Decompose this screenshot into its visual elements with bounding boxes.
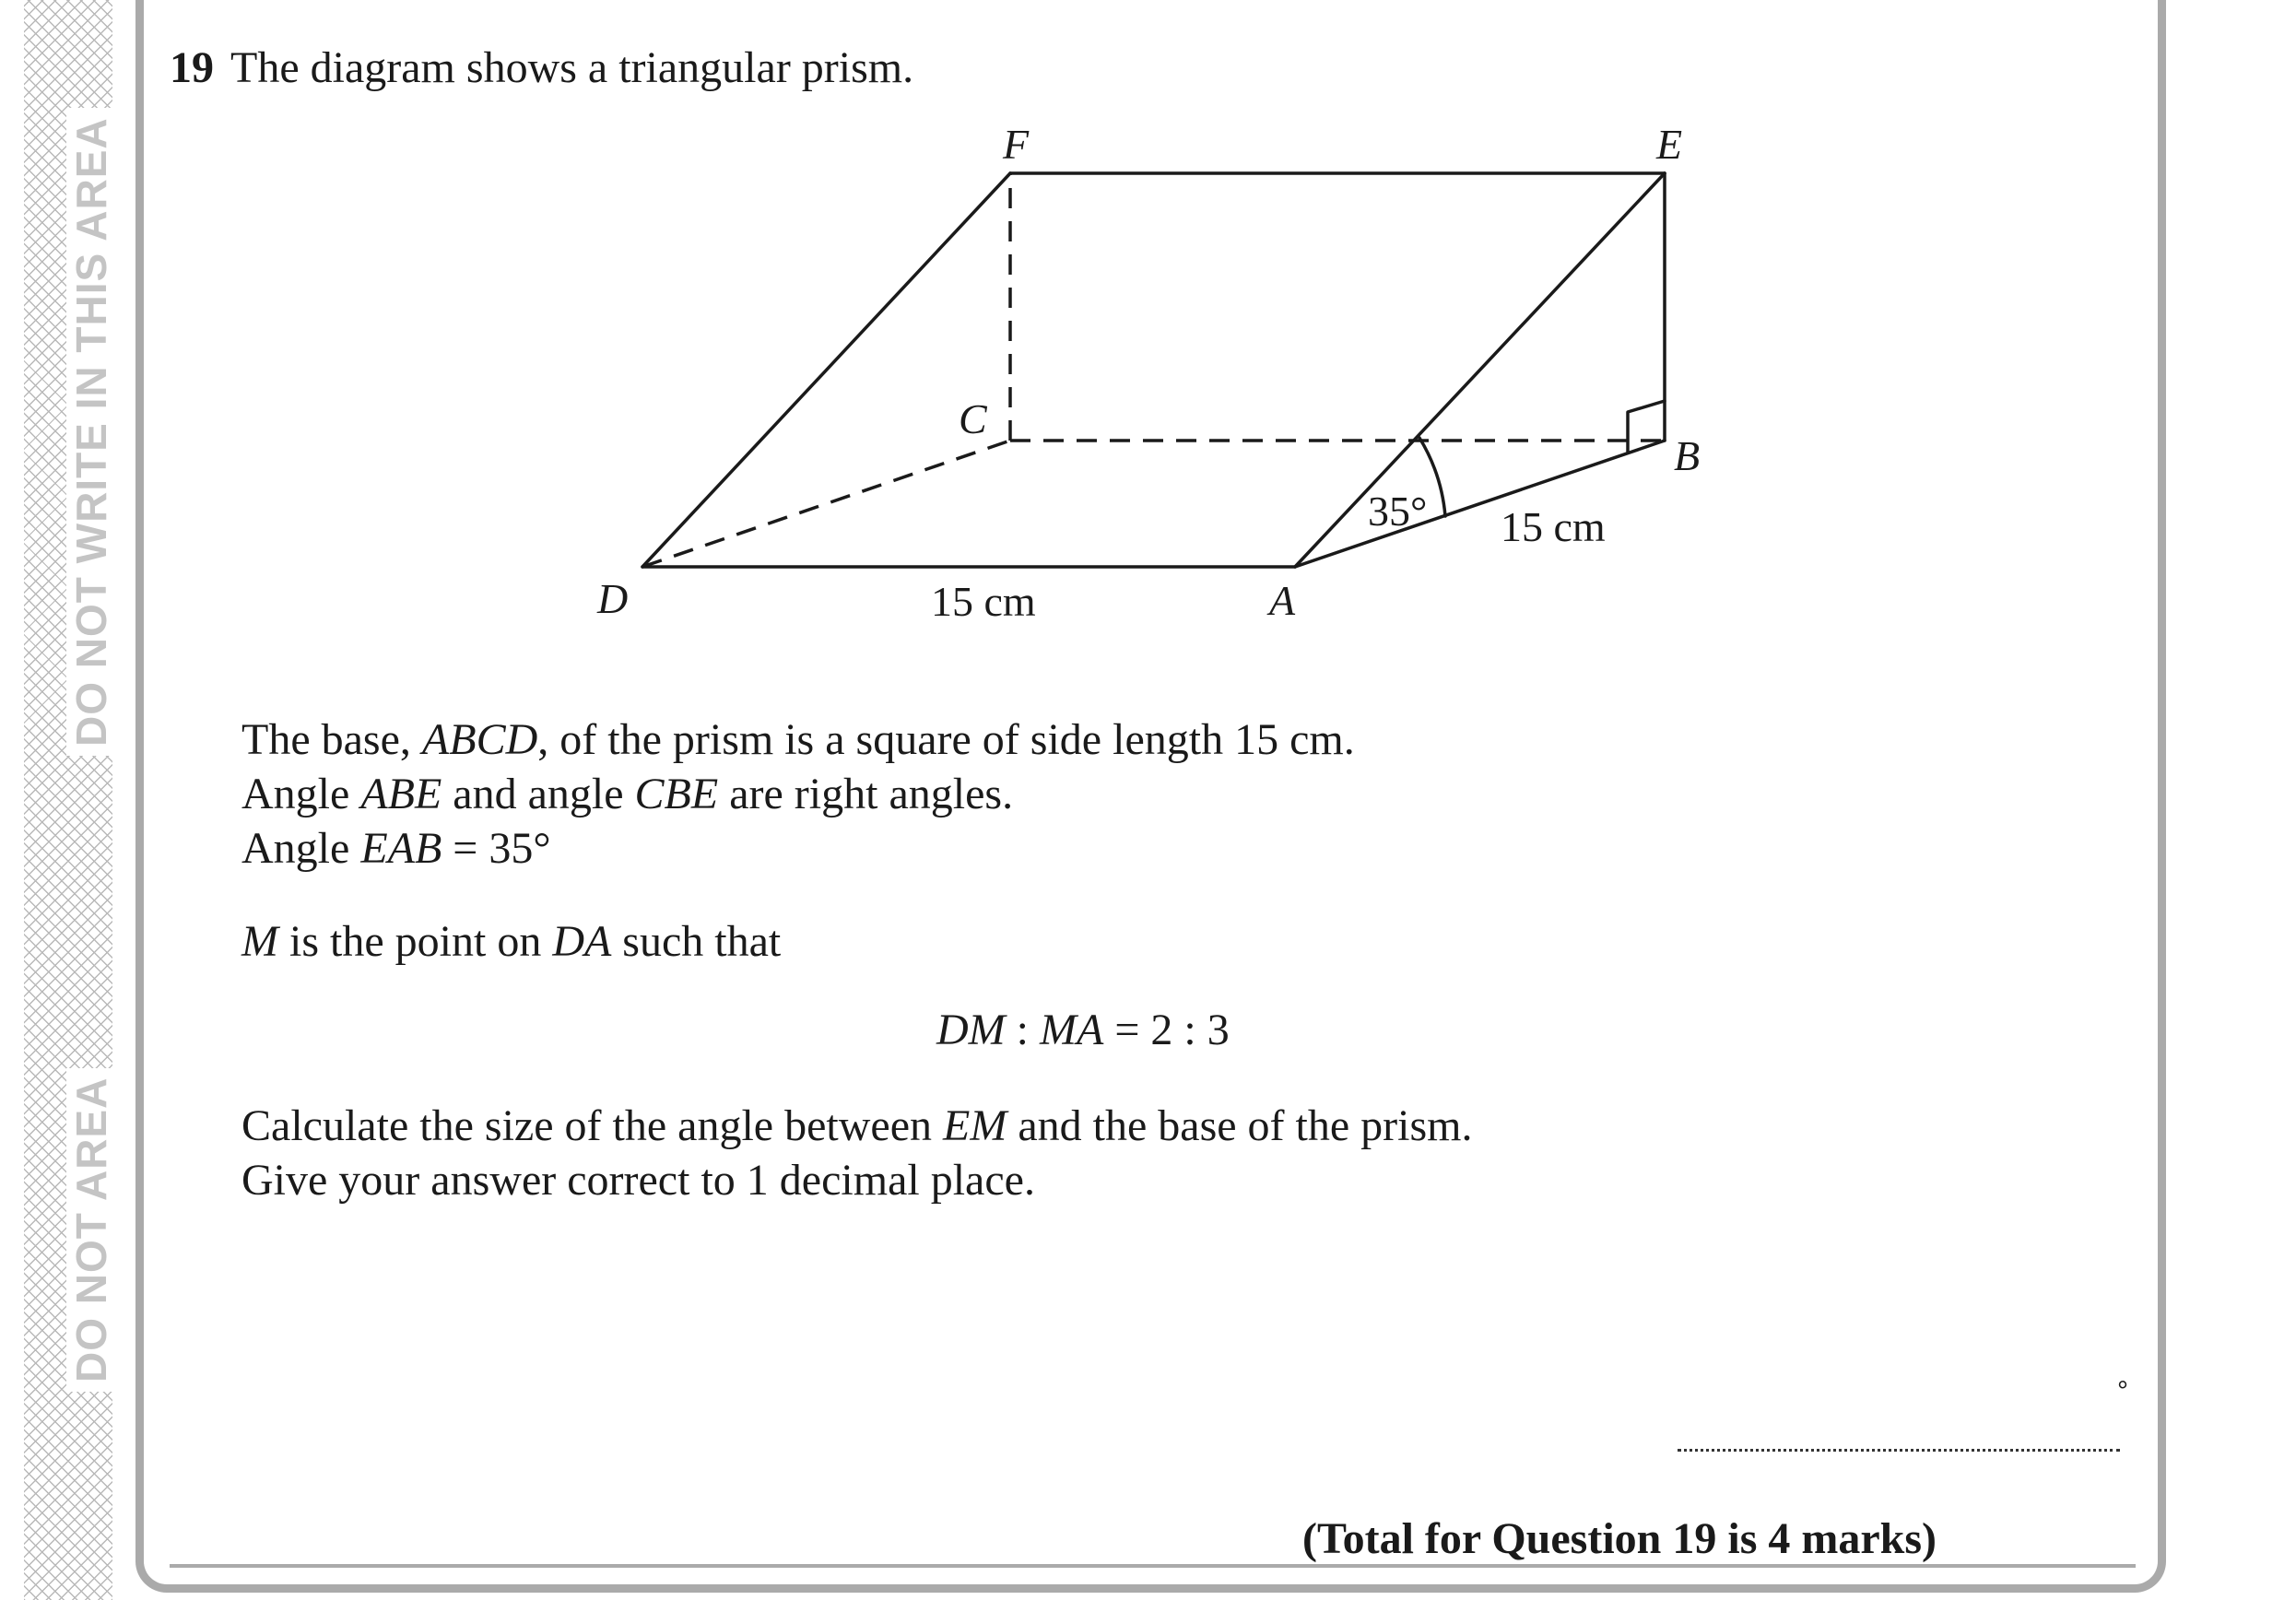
given-information xyxy=(241,712,1355,876)
vertex-label-d: D xyxy=(597,575,629,622)
edge-dc-hidden xyxy=(642,441,1010,567)
vertex-label-a: A xyxy=(1269,577,1296,624)
question-intro: The diagram shows a triangular prism. xyxy=(230,43,914,92)
angle-eab-statement: Angle EAB = 35° xyxy=(241,824,551,873)
question-number: 19 xyxy=(170,43,214,92)
answer-degree-symbol: ° xyxy=(2117,1376,2128,1406)
precision-instruction: Give your answer correct to 1 decimal place. xyxy=(241,1156,1035,1205)
dimension-label-ab: 15 cm xyxy=(1501,503,1606,550)
edge-ab xyxy=(1295,441,1665,567)
right-angle-statement: Angle ABE and angle CBE are right angles. xyxy=(241,770,1014,818)
angle-label: 35° xyxy=(1368,488,1428,535)
total-marks: (Total for Question 19 is 4 marks) xyxy=(1302,1514,1937,1563)
margin-warning-lower: DO NOT AREA xyxy=(66,1068,116,1392)
point-m-statement: M is the point on DA such that xyxy=(241,917,782,966)
calculate-instruction: Calculate the size of the angle between EM and the base of the prism. xyxy=(241,1101,1473,1150)
vertex-label-c: C xyxy=(959,395,987,442)
vertex-label-f: F xyxy=(1003,121,1030,168)
vertex-label-b: B xyxy=(1674,432,1701,479)
answer-line[interactable] xyxy=(1678,1449,2120,1452)
task-instructions xyxy=(241,1099,1473,1207)
ratio-statement: DM : MA = 2 : 3 xyxy=(936,1006,1230,1054)
edge-ae xyxy=(1295,173,1665,567)
base-statement: The base, ABCD, of the prism is a square of side length 15 cm. xyxy=(241,715,1355,764)
vertex-label-e: E xyxy=(1656,121,1683,168)
margin-warning-upper: DO NOT WRITE IN THIS AREA xyxy=(66,108,116,756)
edge-df xyxy=(642,173,1010,567)
dimension-label-da: 15 cm xyxy=(931,578,1036,625)
